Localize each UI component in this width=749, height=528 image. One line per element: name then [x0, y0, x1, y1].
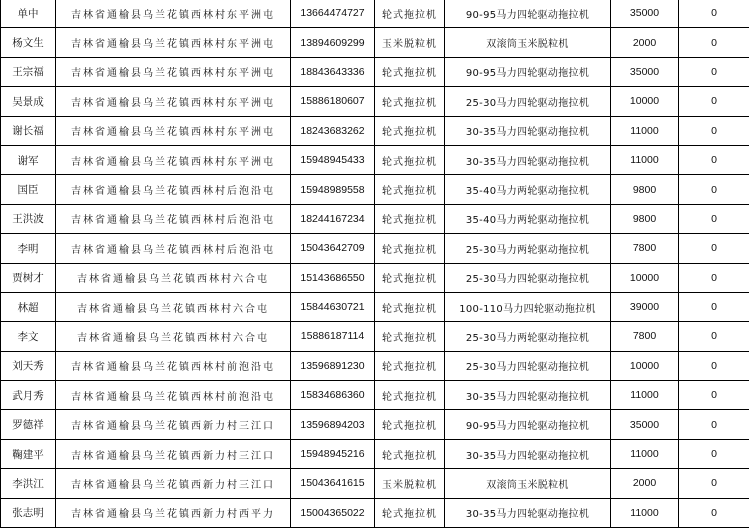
price-cell: 11000	[611, 116, 679, 145]
address-cell: 吉林省通榆县乌兰花镇西林村后泡沿屯	[56, 234, 291, 263]
price-cell: 10000	[611, 351, 679, 380]
name-cell: 李文	[1, 322, 56, 351]
address-cell: 吉林省通榆县乌兰花镇西林村东平洲屯	[56, 116, 291, 145]
quantity-cell: 0	[679, 292, 749, 321]
machine-model-cell: 30-35马力四轮驱动拖拉机	[445, 498, 611, 527]
name-cell: 鞠建平	[1, 439, 56, 468]
machine-model-cell: 25-30马力四轮驱动拖拉机	[445, 87, 611, 116]
machine-type-cell: 轮式拖拉机	[375, 0, 445, 28]
address-cell: 吉林省通榆县乌兰花镇西林村东平洲屯	[56, 0, 291, 28]
table-row	[1, 145, 749, 174]
price-cell: 9800	[611, 175, 679, 204]
phone-cell: 15886187114	[291, 322, 375, 351]
machine-model-cell: 30-35马力四轮驱动拖拉机	[445, 439, 611, 468]
quantity-cell: 0	[679, 263, 749, 292]
price-cell: 7800	[611, 322, 679, 351]
table-row	[1, 292, 749, 321]
name-cell: 林超	[1, 292, 56, 321]
machine-model-cell: 35-40马力两轮驱动拖拉机	[445, 204, 611, 233]
machine-type-cell: 轮式拖拉机	[375, 116, 445, 145]
price-cell: 10000	[611, 263, 679, 292]
quantity-cell: 0	[679, 410, 749, 439]
machine-type-cell: 轮式拖拉机	[375, 439, 445, 468]
table-row	[1, 498, 749, 527]
phone-cell: 15143686550	[291, 263, 375, 292]
price-cell: 39000	[611, 292, 679, 321]
table-row	[1, 116, 749, 145]
price-cell: 9800	[611, 204, 679, 233]
machine-type-cell: 轮式拖拉机	[375, 351, 445, 380]
address-cell: 吉林省通榆县乌兰花镇西新力村西平力	[56, 498, 291, 527]
address-cell: 吉林省通榆县乌兰花镇西林村前泡沿屯	[56, 351, 291, 380]
price-cell: 11000	[611, 381, 679, 410]
phone-cell: 18843643336	[291, 57, 375, 86]
name-cell: 张志明	[1, 498, 56, 527]
machine-type-cell: 轮式拖拉机	[375, 204, 445, 233]
name-cell: 国臣	[1, 175, 56, 204]
machine-model-cell: 25-30马力两轮驱动拖拉机	[445, 234, 611, 263]
machine-model-cell: 30-35马力四轮驱动拖拉机	[445, 116, 611, 145]
phone-cell: 13664474727	[291, 0, 375, 28]
table-body	[1, 0, 749, 528]
table-row	[1, 439, 749, 468]
table-row	[1, 0, 749, 28]
phone-cell: 15948989558	[291, 175, 375, 204]
table-row	[1, 410, 749, 439]
address-cell: 吉林省通榆县乌兰花镇西新力村三江口	[56, 439, 291, 468]
machine-type-cell: 玉米脱粒机	[375, 28, 445, 57]
address-cell: 吉林省通榆县乌兰花镇西林村东平洲屯	[56, 28, 291, 57]
machine-type-cell: 轮式拖拉机	[375, 410, 445, 439]
table-row	[1, 381, 749, 410]
machine-model-cell: 双滚筒玉米脱粒机	[445, 28, 611, 57]
quantity-cell: 0	[679, 145, 749, 174]
phone-cell: 15886180607	[291, 87, 375, 116]
table-row	[1, 57, 749, 86]
price-cell: 11000	[611, 498, 679, 527]
machine-model-cell: 30-35马力四轮驱动拖拉机	[445, 381, 611, 410]
name-cell: 贾树才	[1, 263, 56, 292]
quantity-cell: 0	[679, 175, 749, 204]
address-cell: 吉林省通榆县乌兰花镇西林村后泡沿屯	[56, 175, 291, 204]
quantity-cell: 0	[679, 0, 749, 28]
quantity-cell: 0	[679, 234, 749, 263]
price-cell: 11000	[611, 439, 679, 468]
table-row	[1, 28, 749, 57]
machine-model-cell: 30-35马力四轮驱动拖拉机	[445, 145, 611, 174]
machine-model-cell: 35-40马力两轮驱动拖拉机	[445, 175, 611, 204]
address-cell: 吉林省通榆县乌兰花镇西林村六合屯	[56, 292, 291, 321]
quantity-cell: 0	[679, 381, 749, 410]
machine-model-cell: 双滚筒玉米脱粒机	[445, 469, 611, 498]
phone-cell: 15043642709	[291, 234, 375, 263]
phone-cell: 15004365022	[291, 498, 375, 527]
phone-cell: 15043641615	[291, 469, 375, 498]
address-cell: 吉林省通榆县乌兰花镇西林村东平洲屯	[56, 57, 291, 86]
table-row	[1, 234, 749, 263]
phone-cell: 15844630721	[291, 292, 375, 321]
name-cell: 谢军	[1, 145, 56, 174]
address-cell: 吉林省通榆县乌兰花镇西林村前泡沿屯	[56, 381, 291, 410]
quantity-cell: 0	[679, 87, 749, 116]
price-cell: 35000	[611, 57, 679, 86]
table-row	[1, 204, 749, 233]
name-cell: 刘天秀	[1, 351, 56, 380]
machine-type-cell: 轮式拖拉机	[375, 87, 445, 116]
address-cell: 吉林省通榆县乌兰花镇西林村东平洲屯	[56, 145, 291, 174]
price-cell: 2000	[611, 469, 679, 498]
phone-cell: 15834686360	[291, 381, 375, 410]
name-cell: 李洪江	[1, 469, 56, 498]
price-cell: 7800	[611, 234, 679, 263]
quantity-cell: 0	[679, 204, 749, 233]
name-cell: 王宗福	[1, 57, 56, 86]
machine-type-cell: 轮式拖拉机	[375, 292, 445, 321]
phone-cell: 15948945216	[291, 439, 375, 468]
machine-model-cell: 25-30马力两轮驱动拖拉机	[445, 322, 611, 351]
machine-type-cell: 轮式拖拉机	[375, 145, 445, 174]
name-cell: 吴景成	[1, 87, 56, 116]
phone-cell: 18244167234	[291, 204, 375, 233]
quantity-cell: 0	[679, 322, 749, 351]
table-row	[1, 351, 749, 380]
machine-model-cell: 90-95马力四轮驱动拖拉机	[445, 0, 611, 28]
name-cell: 单中	[1, 0, 56, 28]
quantity-cell: 0	[679, 469, 749, 498]
table-row	[1, 322, 749, 351]
name-cell: 王洪波	[1, 204, 56, 233]
quantity-cell: 0	[679, 439, 749, 468]
machine-model-cell: 90-95马力四轮驱动拖拉机	[445, 410, 611, 439]
phone-cell: 18243683262	[291, 116, 375, 145]
name-cell: 武月秀	[1, 381, 56, 410]
machine-type-cell: 轮式拖拉机	[375, 263, 445, 292]
machine-type-cell: 轮式拖拉机	[375, 57, 445, 86]
phone-cell: 15948945433	[291, 145, 375, 174]
machine-type-cell: 轮式拖拉机	[375, 322, 445, 351]
machine-type-cell: 轮式拖拉机	[375, 381, 445, 410]
phone-cell: 13596891230	[291, 351, 375, 380]
address-cell: 吉林省通榆县乌兰花镇西新力村三江口	[56, 410, 291, 439]
machine-model-cell: 90-95马力四轮驱动拖拉机	[445, 57, 611, 86]
table-row	[1, 87, 749, 116]
machine-model-cell: 25-30马力四轮驱动拖拉机	[445, 263, 611, 292]
quantity-cell: 0	[679, 116, 749, 145]
phone-cell: 13894609299	[291, 28, 375, 57]
machine-type-cell: 玉米脱粒机	[375, 469, 445, 498]
price-cell: 11000	[611, 145, 679, 174]
quantity-cell: 0	[679, 498, 749, 527]
address-cell: 吉林省通榆县乌兰花镇西新力村三江口	[56, 469, 291, 498]
table-row	[1, 469, 749, 498]
table-row	[1, 263, 749, 292]
name-cell: 谢长福	[1, 116, 56, 145]
address-cell: 吉林省通榆县乌兰花镇西林村东平洲屯	[56, 87, 291, 116]
address-cell: 吉林省通榆县乌兰花镇西林村后泡沿屯	[56, 204, 291, 233]
price-cell: 2000	[611, 28, 679, 57]
name-cell: 杨文生	[1, 28, 56, 57]
quantity-cell: 0	[679, 57, 749, 86]
machine-type-cell: 轮式拖拉机	[375, 498, 445, 527]
price-cell: 35000	[611, 0, 679, 28]
quantity-cell: 0	[679, 351, 749, 380]
machine-type-cell: 轮式拖拉机	[375, 234, 445, 263]
name-cell: 李明	[1, 234, 56, 263]
name-cell: 罗德祥	[1, 410, 56, 439]
machine-model-cell: 100-110马力四轮驱动拖拉机	[445, 292, 611, 321]
price-cell: 10000	[611, 87, 679, 116]
machine-model-cell: 25-30马力四轮驱动拖拉机	[445, 351, 611, 380]
phone-cell: 13596894203	[291, 410, 375, 439]
machine-type-cell: 轮式拖拉机	[375, 175, 445, 204]
price-cell: 35000	[611, 410, 679, 439]
address-cell: 吉林省通榆县乌兰花镇西林村六合屯	[56, 263, 291, 292]
quantity-cell: 0	[679, 28, 749, 57]
table-row	[1, 175, 749, 204]
address-cell: 吉林省通榆县乌兰花镇西林村六合屯	[56, 322, 291, 351]
